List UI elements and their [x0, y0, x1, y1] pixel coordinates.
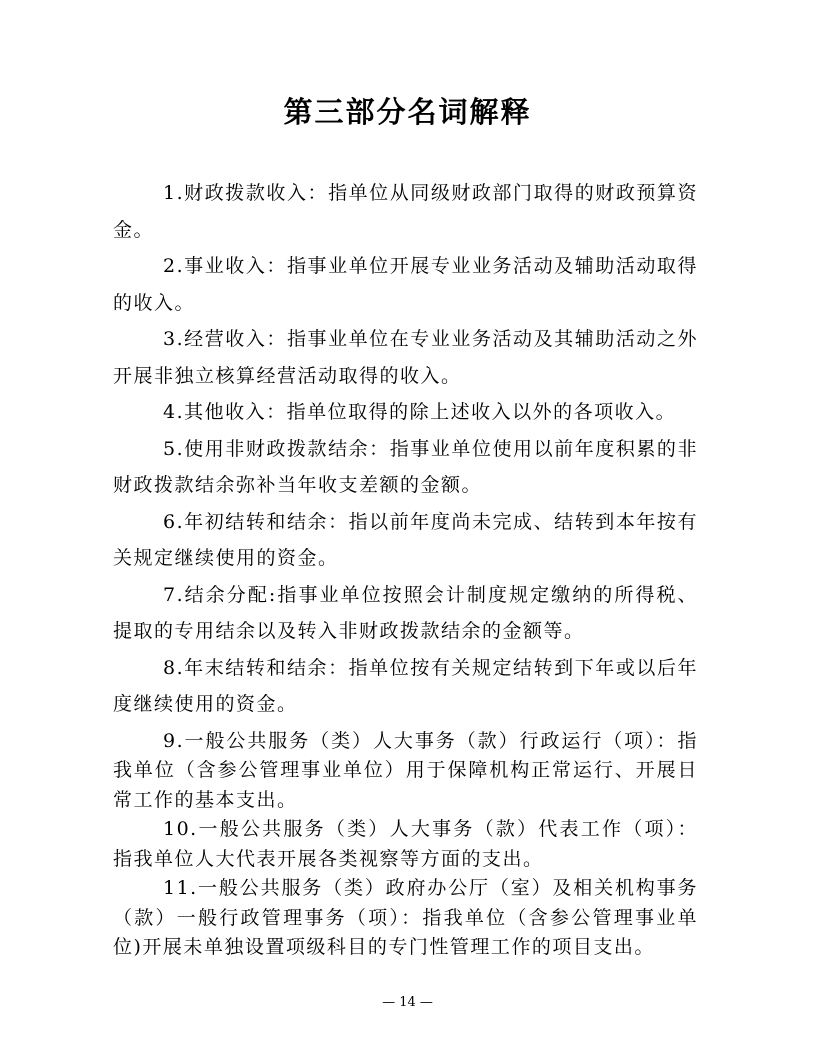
definition-item: 8.年末结转和结余：指单位按有关规定结转到下年或以后年度继续使用的资金。: [113, 656, 698, 715]
definition-item: 9.一般公共服务（类）人大事务（款）行政运行（项）：指我单位（含参公管理事业单位）用于保障机构正常运行、开展日常工作的基本支出。: [113, 729, 698, 811]
page-number: — 14 —: [382, 995, 433, 1010]
definition-item: 1.财政拨款收入：指单位从同级财政部门取得的财政预算资金。: [113, 182, 698, 241]
definition-item: 5.使用非财政拨款结余：指事业单位使用以前年度积累的非财政拨款结余弥补当年收支差额的金额。: [113, 437, 698, 496]
definition-item: 11.一般公共服务（类）政府办公厅（室）及相关机构事务（款）一般行政管理事务（项）：指我单位（含参公管理事业单位)开展未单独设置项级科目的专门性管理工作的项目支出。: [113, 877, 698, 958]
definitions-group-2: [113, 727, 698, 963]
definition-item: 6.年初结转和结余：指以前年度尚未完成、结转到本年按有关规定继续使用的资金。: [113, 510, 698, 569]
definition-item: 7.结余分配:指事业单位按照会计制度规定缴纳的所得税、提取的专用结余以及转入非财政拨款结余的金额等。: [113, 583, 698, 642]
definition-item: 4.其他收入：指单位取得的除上述收入以外的各项收入。: [163, 401, 677, 423]
definition-item: 2.事业收入：指事业单位开展专业业务活动及辅助活动取得的收入。: [113, 255, 698, 314]
document-body: [113, 175, 698, 963]
definition-item: 3.经营收入：指事业单位在专业业务活动及其辅助活动之外开展非独立核算经营活动取得的收入。: [113, 328, 698, 387]
definition-item: 10.一般公共服务（类）人大事务（款）代表工作（项）：指我单位人大代表开展各类视察等方面的支出。: [113, 818, 698, 870]
page-title: 第三部分名词解释: [283, 95, 532, 129]
definitions-group-1: [113, 175, 698, 723]
